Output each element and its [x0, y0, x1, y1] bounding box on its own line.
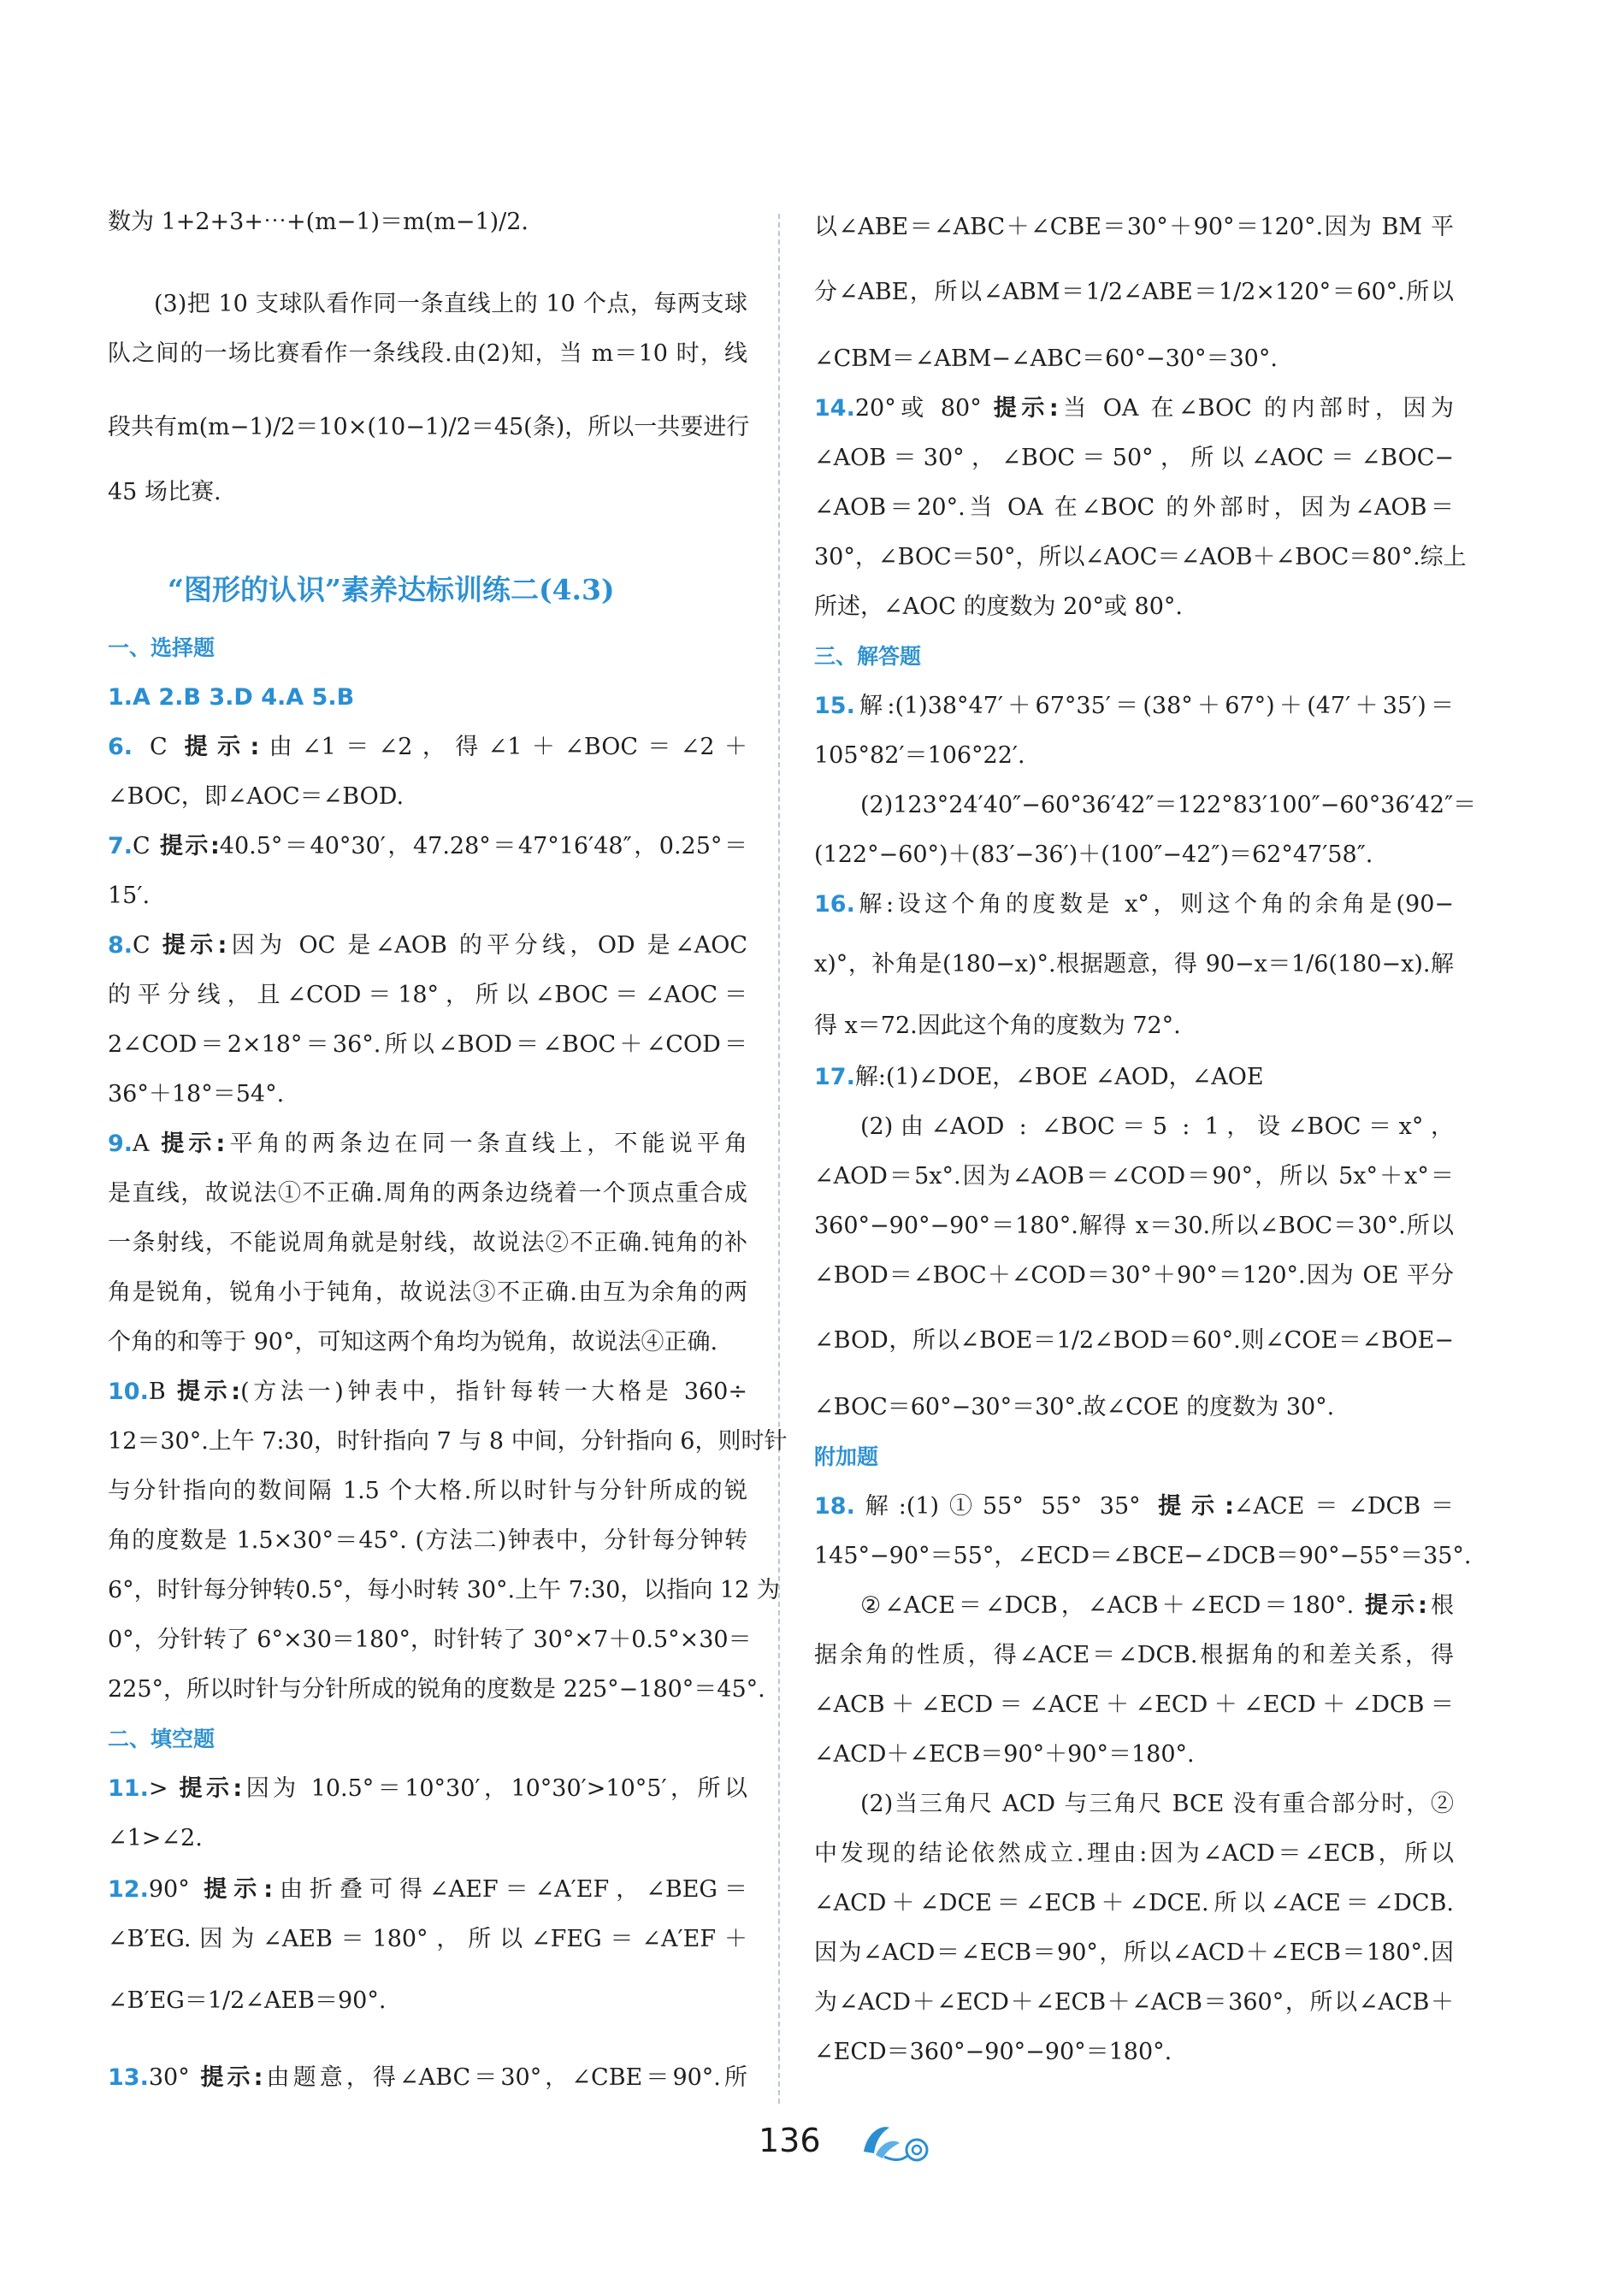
- text-line: 225°，所以时针与分针所成的锐角的度数是 225°−180°＝45°.: [108, 1676, 765, 1703]
- text-line: 所述，∠AOC 的度数为 20°或 80°.: [814, 593, 1183, 620]
- question-13: 13.30° 提示:由题意，得∠ABC＝30°，∠CBE＝90°.所: [108, 2064, 747, 2091]
- question-18: 18.解:(1)①55° 55° 35° 提示:∠ACE＝∠DCB＝: [814, 1493, 1454, 1520]
- text-line: ∠ACD＋∠ECB＝90°＋90°＝180°.: [814, 1741, 1195, 1768]
- text-line: ∠BOC，即∠AOC＝∠BOD.: [108, 783, 405, 810]
- question-7: 7.C 提示:40.5°＝40°30′，47.28°＝47°16′48″，0.25°＝: [108, 833, 747, 859]
- text-line: ∠BOD＝∠BOC＋∠COD＝30°＋90°＝120°.因为 OE 平分: [814, 1262, 1454, 1289]
- question-17: 17.解:(1)∠DOE，∠BOE ∠AOD，∠AOE: [814, 1064, 1264, 1090]
- question-6: 6. C 提示:由∠1＝∠2，得∠1＋∠BOC＝∠2＋: [108, 734, 747, 760]
- text-line: 是直线，故说法①不正确.周角的两条边绕着一个顶点重合成: [108, 1180, 747, 1207]
- text-line: 因为∠ACD＝∠ECB＝90°，所以∠ACD＋∠ECB＝180°.因: [814, 1940, 1454, 1966]
- question-8: 8.C 提示:因为 OC 是∠AOB 的平分线，OD 是∠AOC: [108, 932, 747, 959]
- text-line: 个角的和等于 90°，可知这两个角均为锐角，故说法④正确.: [108, 1329, 718, 1355]
- swirl-leaf-icon: [855, 2117, 937, 2169]
- text-line: ∠AOB＝30°，∠BOC＝50°，所以∠AOC＝∠BOC−: [814, 445, 1454, 471]
- text-line: 以∠ABE＝∠ABC＋∠CBE＝30°＋90°＝120°.因为 BM 平: [814, 214, 1455, 240]
- text-line: 据余角的性质，得∠ACE＝∠DCB.根据角的和差关系，得: [814, 1642, 1454, 1668]
- text-line: ∠B′EG.因为∠AEB＝180°，所以∠FEG＝∠A′EF＋: [108, 1926, 747, 1952]
- text-line: ∠AOD＝5x°.因为∠AOB＝∠COD＝90°，所以 5x°＋x°＝: [814, 1163, 1454, 1190]
- text-line: 段共有m(m−1)/2＝10×(10−1)/2＝45(条)，所以一共要进行: [108, 414, 750, 440]
- text-line: 中发现的结论依然成立.理由:因为∠ACD＝∠ECB，所以: [814, 1840, 1454, 1867]
- text-line: 的平分线，且∠COD＝18°，所以∠BOC＝∠AOC＝: [108, 982, 747, 1008]
- text-line: 36°＋18°＝54°.: [108, 1081, 285, 1107]
- page-number: 136: [759, 2122, 821, 2159]
- section-heading: 一、选择题: [108, 635, 216, 660]
- section-heading: 二、填空题: [108, 1727, 216, 1751]
- text-line: (3)把 10 支球队看作同一条直线上的 10 个点，每两支球: [154, 291, 747, 317]
- text-line: (122°−60°)＋(83′−36′)＋(100″−42″)＝62°47′58″.: [814, 841, 1373, 868]
- text-line: ∠BOD，所以∠BOE＝1/2∠BOD＝60°.则∠COE＝∠BOE−: [814, 1327, 1454, 1354]
- text-line: (2)由∠AOD : ∠BOC＝5 : 1，设∠BOC＝x°，: [860, 1113, 1454, 1140]
- text-line: 角的度数是 1.5×30°＝45°. (方法二)钟表中，分针每分钟转: [108, 1527, 747, 1554]
- text-line: 360°−90°−90°＝180°.解得 x＝30.所以∠BOC＝30°.所以: [814, 1213, 1454, 1239]
- text-line: ∠ECD＝360°−90°−90°＝180°.: [814, 2039, 1172, 2065]
- question-11: 11.> 提示:因为 10.5°＝10°30′，10°30′>10°5′，所以: [108, 1775, 747, 1802]
- text-line: ∠B′EG＝1/2∠AEB＝90°.: [108, 1987, 387, 2014]
- text-line: 145°−90°＝55°，∠ECD＝∠BCE−∠DCB＝90°−55°＝35°.: [814, 1543, 1472, 1569]
- question-16: 16.解:设这个角的度数是 x°，则这个角的余角是(90−: [814, 891, 1454, 918]
- text-line: ∠CBM＝∠ABM−∠ABC＝60°−30°＝30°.: [814, 345, 1278, 372]
- text-line: 12＝30°.上午 7:30，时针指向 7 与 8 中间，分针指向 6，则时针: [108, 1428, 788, 1455]
- text-line: 队之间的一场比赛看作一条线段.由(2)知，当 m＝10 时，线: [108, 340, 747, 367]
- question-10: 10.B 提示:(方法一)钟表中，指针每转一大格是 360÷: [108, 1379, 747, 1405]
- text-line: 105°82′＝106°22′.: [814, 742, 1025, 769]
- text-line: ∠BOC＝60°−30°＝30°.故∠COE 的度数为 30°.: [814, 1394, 1335, 1420]
- section-heading: 三、解答题: [814, 644, 922, 669]
- question-12: 12.90° 提示:由折叠可得∠AEF＝∠A′EF，∠BEG＝: [108, 1876, 747, 1903]
- text-line: ∠ACB＋∠ECD＝∠ACE＋∠ECD＋∠ECD＋∠DCB＝: [814, 1692, 1454, 1718]
- section-title: “图形的认识”素养达标训练二(4.3): [168, 573, 615, 606]
- text-line: 为∠ACD＋∠ECD＋∠ECB＋∠ACB＝360°，所以∠ACB＋: [814, 1989, 1454, 2016]
- question-14: 14.20°或 80° 提示:当 OA 在∠BOC 的内部时，因为: [814, 395, 1454, 422]
- text-line: 数为 1+2+3+⋯+(m−1)＝m(m−1)/2.: [108, 209, 529, 235]
- question-9: 9.A 提示:平角的两条边在同一条直线上，不能说平角: [108, 1131, 747, 1157]
- text-line: 45 场比赛.: [108, 479, 221, 505]
- text-line: 角是锐角，锐角小于钝角，故说法③不正确.由互为余角的两: [108, 1279, 747, 1306]
- column-divider: [778, 214, 780, 2104]
- text-line: (2)123°24′40″−60°36′42″＝122°83′100″−60°36′42″＝: [860, 792, 1477, 818]
- text-line: ∠ACD＋∠DCE＝∠ECB＋∠DCE.所以∠ACE＝∠DCB.: [814, 1890, 1454, 1916]
- text-line: 15′.: [108, 883, 151, 909]
- text-line: 30°，∠BOC＝50°，所以∠AOC＝∠AOB＋∠BOC＝80°.综上: [814, 544, 1467, 570]
- text-line: 得 x＝72.因此这个角的度数为 72°.: [814, 1013, 1181, 1039]
- section-heading: 附加题: [814, 1444, 879, 1469]
- text-line: ∠1>∠2.: [108, 1825, 203, 1851]
- text-line: 一条射线，不能说周角就是射线，故说法②不正确.钝角的补: [108, 1230, 747, 1256]
- question-15: 15.解:(1)38°47′＋67°35′＝(38°＋67°)＋(47′＋35′)＝: [814, 693, 1454, 719]
- answers-1-5: 1.A 2.B 3.D 4.A 5.B: [108, 684, 355, 711]
- text-line: x)°，补角是(180−x)°.根据题意，得 90−x＝1/6(180−x).解: [814, 951, 1454, 977]
- text-line: 分∠ABE，所以∠ABM＝1/2∠ABE＝1/2×120°＝60°.所以: [814, 279, 1454, 305]
- text-line: ②∠ACE＝∠DCB，∠ACB＋∠ECD＝180°. 提示:根: [860, 1592, 1454, 1619]
- text-line: (2)当三角尺 ACD 与三角尺 BCE 没有重合部分时，②: [860, 1791, 1454, 1817]
- text-line: 6°，时针每分钟转0.5°，每小时转 30°.上午 7:30，以指向 12 为: [108, 1577, 780, 1603]
- text-line: ∠AOB＝20°.当 OA 在∠BOC 的外部时，因为∠AOB＝: [814, 494, 1454, 521]
- text-line: 与分针指向的数间隔 1.5 个大格.所以时针与分针所成的锐: [108, 1478, 747, 1504]
- text-line: 2∠COD＝2×18°＝36°.所以∠BOD＝∠BOC＋∠COD＝: [108, 1031, 747, 1058]
- text-line: 0°，分针转了 6°×30＝180°，时针转了 30°×7＋0.5°×30＝: [108, 1627, 752, 1653]
